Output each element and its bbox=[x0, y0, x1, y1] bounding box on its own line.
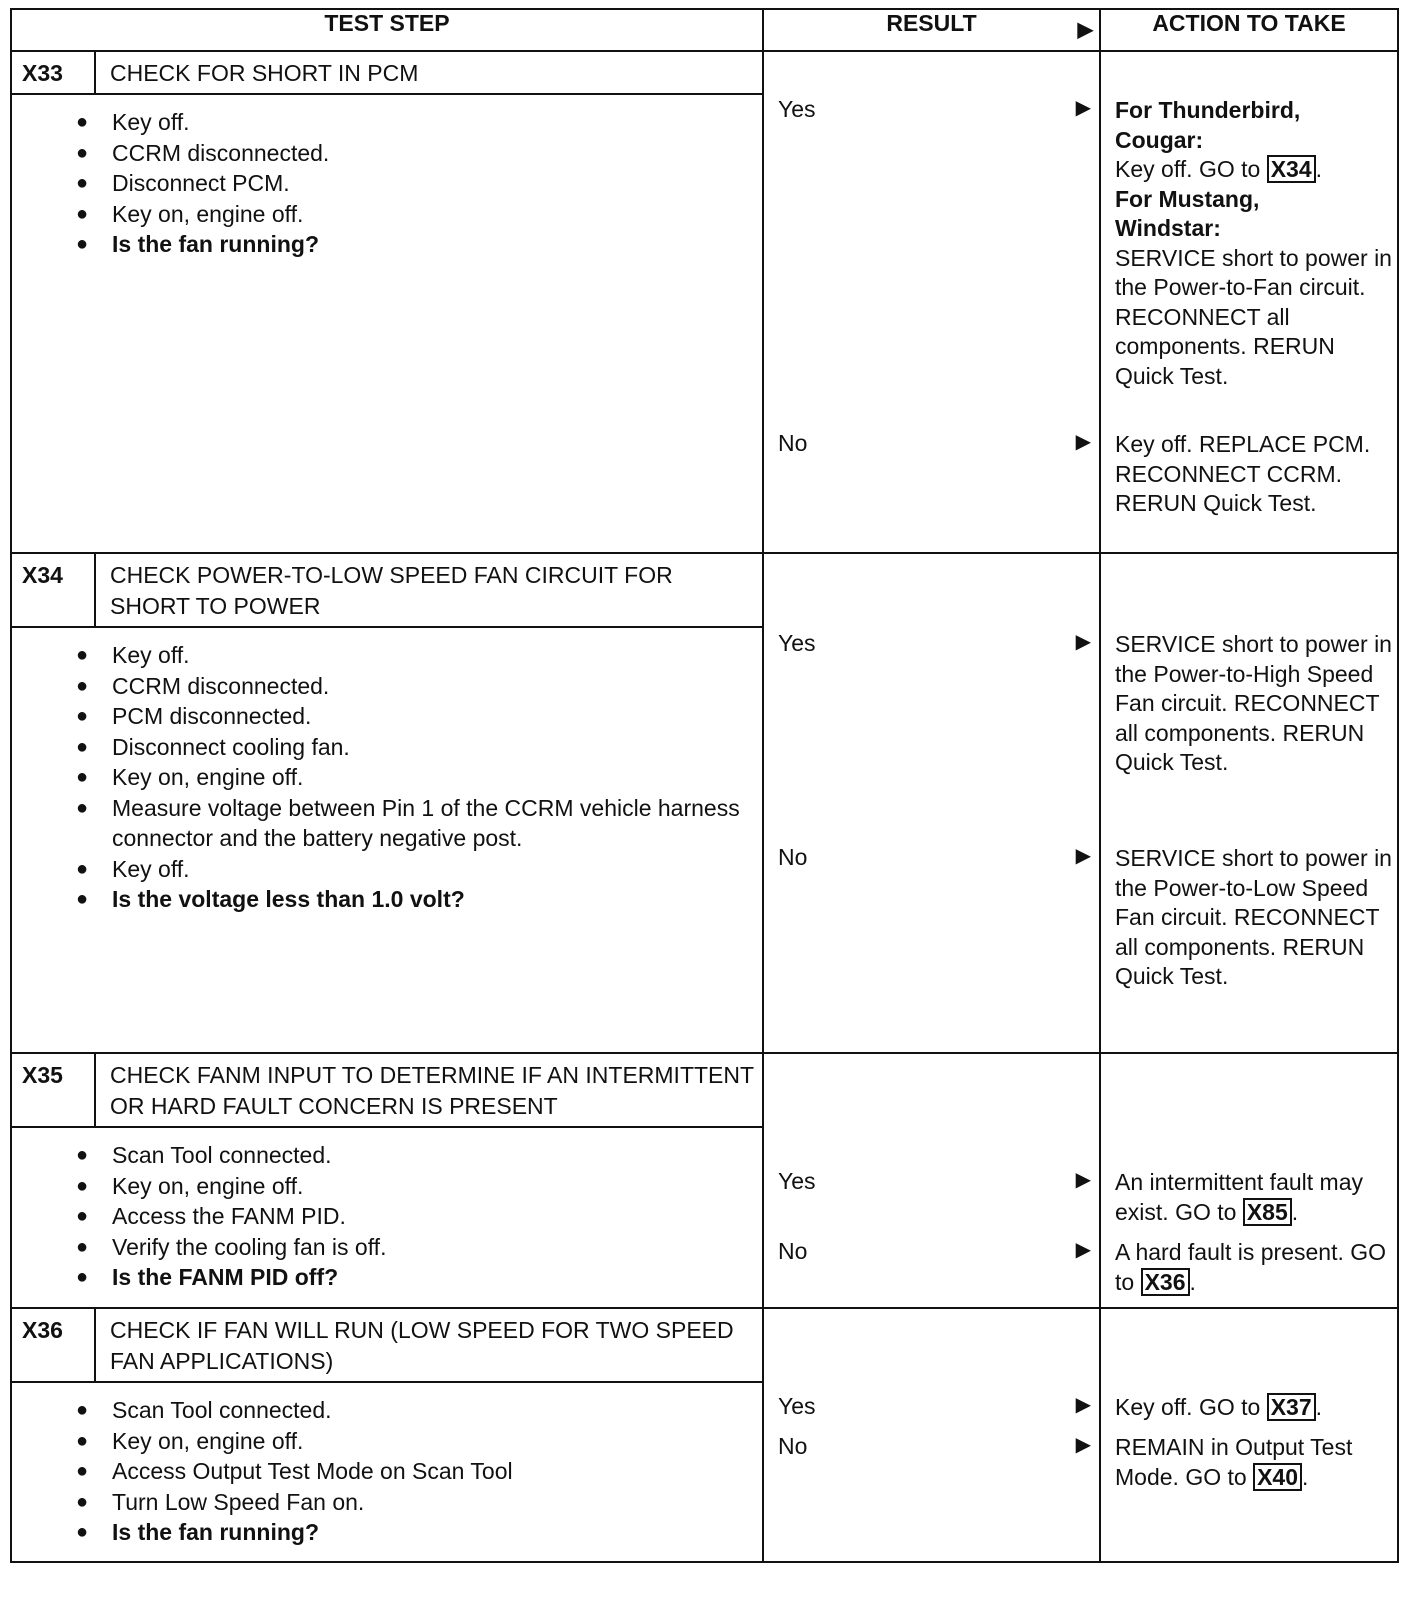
bullet-icon: ● bbox=[76, 888, 89, 910]
step-title: CHECK IF FAN WILL RUN (LOW SPEED FOR TWO SPEED FAN APPLICATIONS) bbox=[110, 1317, 734, 1374]
list-item: ● Key off. bbox=[112, 107, 752, 138]
question-item: ● Is the voltage less than 1.0 volt? bbox=[112, 884, 752, 915]
step-reference-link[interactable]: X36 bbox=[1141, 1268, 1190, 1296]
list-item: ● Key off. bbox=[112, 854, 752, 885]
step-id: X34 bbox=[12, 554, 96, 626]
bullet-icon: ● bbox=[76, 1460, 89, 1482]
arrow-right-icon: ▶ bbox=[1075, 1434, 1091, 1456]
arrow-right-icon: ▶ bbox=[1075, 1169, 1091, 1191]
bullet-icon: ● bbox=[76, 1521, 89, 1543]
step-title: CHECK FOR SHORT IN PCM bbox=[110, 60, 419, 86]
result-cell bbox=[763, 1308, 1100, 1562]
action-cell bbox=[1100, 553, 1398, 1053]
list-item: ● Scan Tool connected. bbox=[112, 1395, 752, 1426]
bullet-icon: ● bbox=[76, 141, 89, 164]
step-title: CHECK FANM INPUT TO DETERMINE IF AN INTERMITTENT OR HARD FAULT CONCERN IS PRESENT bbox=[110, 1062, 754, 1119]
header-result bbox=[763, 9, 1100, 51]
bullet-icon: ● bbox=[76, 766, 89, 788]
table-header-row bbox=[11, 9, 1398, 51]
test-step-cell bbox=[11, 553, 763, 1053]
list-item: ● Scan Tool connected. bbox=[112, 1140, 752, 1171]
result-yes: Yes ▶ bbox=[778, 96, 1091, 122]
action-yes: For Thunderbird, Cougar: Key off. GO to X34 . For Mustang, Windstar: SERVICE short to power in the Power-to-Fan circuit. RECONNECT all components. RERUN Quick Test. bbox=[1115, 97, 1392, 389]
result-no: No ▶ bbox=[778, 430, 1091, 456]
instruction-list bbox=[12, 1128, 762, 1301]
list-item: ● Disconnect cooling fan. bbox=[112, 732, 752, 763]
bullet-icon: ● bbox=[76, 1429, 89, 1452]
step-id: X36 bbox=[12, 1309, 96, 1381]
action-yes: Key off. GO to X37 . bbox=[1115, 1394, 1323, 1420]
step-reference-link[interactable]: X40 bbox=[1253, 1463, 1302, 1491]
bullet-icon: ● bbox=[76, 1205, 89, 1227]
result-no: No ▶ bbox=[778, 844, 1091, 870]
list-item: ● Key off. bbox=[112, 640, 752, 671]
test-step-cell bbox=[11, 1308, 763, 1562]
instruction-list bbox=[12, 1383, 762, 1556]
result-no: No ▶ bbox=[778, 1433, 1091, 1459]
step-reference-link[interactable]: X34 bbox=[1267, 155, 1316, 183]
result-yes: Yes ▶ bbox=[778, 1168, 1091, 1194]
list-item: ● Verify the cooling fan is off. bbox=[112, 1232, 752, 1263]
arrow-right-icon: ▶ bbox=[1075, 845, 1091, 867]
bullet-icon: ● bbox=[76, 1235, 89, 1258]
step-reference-link[interactable]: X37 bbox=[1267, 1393, 1316, 1421]
bullet-icon: ● bbox=[76, 111, 89, 133]
instruction-list bbox=[12, 628, 762, 923]
action-cell bbox=[1100, 1053, 1398, 1308]
table-row-x36 bbox=[11, 1308, 1398, 1562]
action-no: SERVICE short to power in the Power-to-Low Speed Fan circuit. RECONNECT all components. RERUN Quick Test. bbox=[1115, 845, 1392, 989]
result-cell bbox=[763, 1053, 1100, 1308]
test-step-cell bbox=[11, 51, 763, 553]
action-yes: SERVICE short to power in the Power-to-High Speed Fan circuit. RECONNECT all components. RERUN Quick Test. bbox=[1115, 631, 1392, 775]
bullet-icon: ● bbox=[76, 644, 89, 666]
arrow-right-icon: ▶ bbox=[1075, 631, 1091, 653]
arrow-right-icon: ▶ bbox=[1075, 431, 1091, 453]
result-cell bbox=[763, 553, 1100, 1053]
bullet-icon: ● bbox=[76, 1490, 89, 1513]
header-result-label: RESULT bbox=[886, 10, 977, 36]
action-no: Key off. REPLACE PCM. RECONNECT CCRM. RERUN Quick Test. bbox=[1115, 431, 1371, 516]
list-item: ● Key on, engine off. bbox=[112, 1171, 752, 1202]
question-item: ● Is the FANM PID off? bbox=[112, 1262, 752, 1293]
bullet-icon: ● bbox=[76, 857, 89, 880]
result-yes: Yes ▶ bbox=[778, 630, 1091, 656]
action-cell bbox=[1100, 51, 1398, 553]
list-item: ● Key on, engine off. bbox=[112, 199, 752, 230]
table-row-x34 bbox=[11, 553, 1398, 1053]
list-item: ● CCRM disconnected. bbox=[112, 138, 752, 169]
header-test-step: TEST STEP bbox=[11, 9, 763, 51]
list-item: ● CCRM disconnected. bbox=[112, 671, 752, 702]
list-item: ● PCM disconnected. bbox=[112, 701, 752, 732]
action-cell bbox=[1100, 1308, 1398, 1562]
bullet-icon: ● bbox=[76, 233, 89, 255]
action-no: A hard fault is present. GO to X36 . bbox=[1115, 1239, 1387, 1295]
question-item: ● Is the fan running? bbox=[112, 1517, 752, 1548]
table-row-x35 bbox=[11, 1053, 1398, 1308]
step-id: X35 bbox=[12, 1054, 96, 1126]
bullet-icon: ● bbox=[76, 705, 89, 727]
question-item: ● Is the fan running? bbox=[112, 229, 752, 260]
bullet-icon: ● bbox=[76, 1399, 89, 1421]
bullet-icon: ● bbox=[76, 202, 89, 225]
bullet-icon: ● bbox=[76, 674, 89, 697]
arrow-right-icon: ▶ bbox=[1075, 97, 1091, 119]
result-cell bbox=[763, 51, 1100, 553]
bullet-icon: ● bbox=[76, 1174, 89, 1197]
bullet-icon: ● bbox=[76, 172, 89, 194]
diagnostic-table-page bbox=[10, 8, 1397, 1563]
bullet-icon: ● bbox=[76, 1266, 89, 1288]
step-id: X33 bbox=[12, 52, 96, 93]
step-title: CHECK POWER-TO-LOW SPEED FAN CIRCUIT FOR SHORT TO POWER bbox=[110, 562, 673, 619]
bullet-icon: ● bbox=[76, 1144, 89, 1166]
result-yes: Yes ▶ bbox=[778, 1393, 1091, 1419]
list-item: ● Key on, engine off. bbox=[112, 762, 752, 793]
bullet-icon: ● bbox=[76, 735, 89, 758]
arrow-right-icon: ▶ bbox=[1075, 1394, 1091, 1416]
pinpoint-test-table bbox=[10, 8, 1399, 1563]
list-item: ● Key on, engine off. bbox=[112, 1426, 752, 1457]
bullet-icon: ● bbox=[76, 796, 89, 819]
test-step-cell bbox=[11, 1053, 763, 1308]
header-action-to-take: ACTION TO TAKE bbox=[1100, 9, 1398, 51]
action-no: REMAIN in Output Test Mode. GO to X40 . bbox=[1115, 1434, 1353, 1490]
list-item: ● Access Output Test Mode on Scan Tool bbox=[112, 1456, 752, 1487]
step-reference-link[interactable]: X85 bbox=[1243, 1198, 1292, 1226]
list-item: ● Turn Low Speed Fan on. bbox=[112, 1487, 752, 1518]
arrow-right-icon: ▶ bbox=[1077, 19, 1093, 41]
list-item: ● Measure voltage between Pin 1 of the CCRM vehicle harness connector and the battery negative post. bbox=[76, 794, 740, 851]
action-yes: An intermittent fault may exist. GO to X85 . bbox=[1115, 1169, 1363, 1225]
result-no: No ▶ bbox=[778, 1238, 1091, 1264]
list-item: ● Access the FANM PID. bbox=[112, 1201, 752, 1232]
arrow-right-icon: ▶ bbox=[1075, 1239, 1091, 1261]
instruction-list bbox=[12, 95, 762, 268]
list-item: ● Disconnect PCM. bbox=[112, 168, 752, 199]
table-row-x33 bbox=[11, 51, 1398, 553]
